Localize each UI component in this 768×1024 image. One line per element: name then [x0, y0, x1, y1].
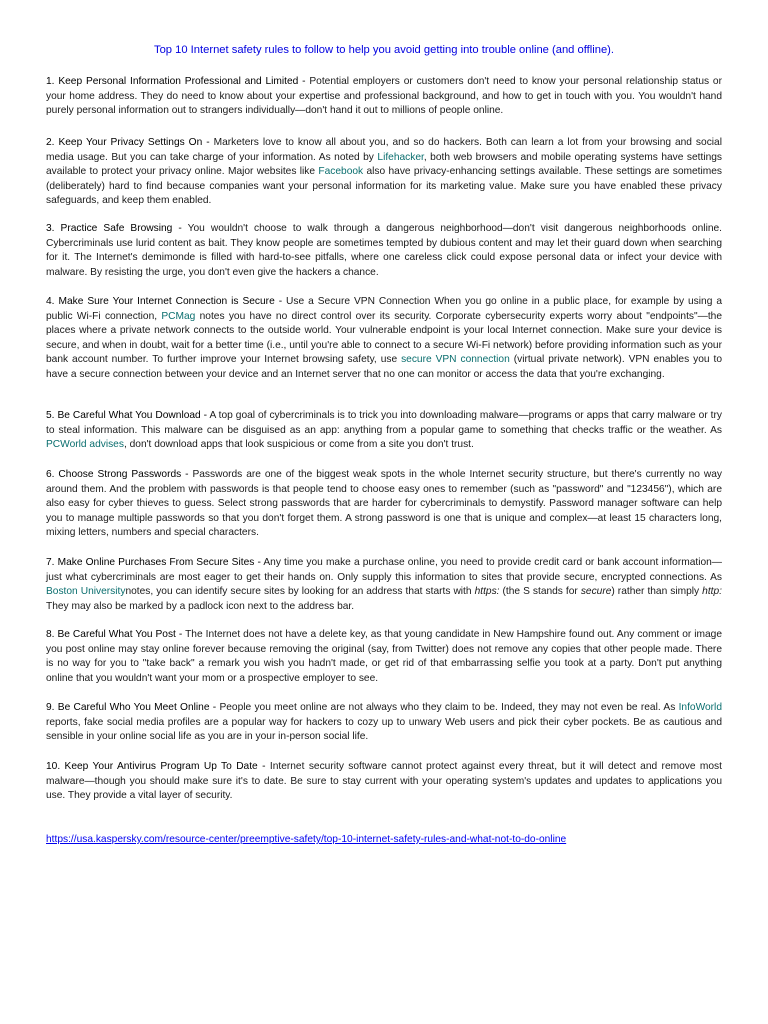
rule-text: Any time you make a purchase online, you need to provide credit card or bank account information—just what cybercriminals are most eager to get their hands on. Only supply this information to sites that provide secure, encrypted connections. As: [46, 557, 722, 583]
rule-heading: 3. Practice Safe Browsing -: [46, 223, 182, 234]
rule-text: Internet security software cannot protect against every threat, but it will detect and remove most malware—though you should make sure it's to date. Be sure to stay current with your operating system's updates and updates to applications you use. They provide a vital layer of security.: [46, 761, 722, 802]
rule-text: secure: [580, 586, 612, 598]
rule-9: [46, 701, 722, 745]
rule-text: Use a Secure VPN Connection When you go online in a public place, for example by using a public Wi-Fi connection,: [46, 296, 722, 322]
rule-text: (the S stands for: [499, 586, 581, 598]
rule-text: Potential employers or customers don't need to know your personal relationship status or your home address. They do need to know about your expertise and professional background, and how to get in touch with you. You wouldn't hand purely personal information out to strangers individually—don't hand it out to millions of people online.: [46, 76, 722, 117]
rule-text: The Internet does not have a delete key, as that young candidate in New Hampshire found out. Any comment or image you post online may stay online forever because removing the original (say, from Twitter) does not remove any copies that other people made. There is no way for you to "take back" a remark you wish you hadn't made, or get rid of that embarrassing selfie you took at a party. Don't put anything online that you wouldn't want your mom or a prospective employer to see.: [46, 629, 723, 684]
rule-text: https:: [474, 586, 500, 598]
rule-heading: 6. Choose Strong Passwords -: [46, 469, 189, 480]
rule-heading: 1. Keep Personal Information Professional and Limited -: [46, 76, 306, 87]
pcworld-link[interactable]: PCWorld advises: [46, 439, 124, 451]
rule-heading: 4. Make Sure Your Internet Connection is Secure -: [46, 296, 283, 307]
rule-6: [46, 468, 722, 541]
rule-text: A top goal of cybercriminals is to trick you into downloading malware—programs or apps that carry malware or try to steal information. This malware can be disguised as an app: anything from a popular game to something that checks traffic or the weather. As: [46, 410, 722, 436]
rule-heading: 2. Keep Your Privacy Settings On -: [46, 137, 210, 148]
rule-text: You wouldn't choose to walk through a dangerous neighborhood—don't visit dangerous neighborhoods online. Cybercriminals use lurid content as bait. They know people are sometimes tempted by dubious content and may let their guard down when searching for it. The Internet's demimonde is filled with hard-to-see pitfalls, where one careless click could expose personal data or infect your device with malware. By resisting the urge, you don't even give the hackers a chance.: [46, 223, 722, 278]
document-title: Top 10 Internet safety rules to follow to help you avoid getting into trouble online (and offline).: [153, 44, 614, 56]
rule-heading: 8. Be Careful What You Post -: [46, 629, 183, 640]
rule-text: ) rather than simply: [611, 586, 703, 598]
source-link[interactable]: https://usa.kaspersky.com/resource-center/preemptive-safety/top-10-internet-safety-rules-and-what-not-to-do-online: [46, 834, 567, 845]
rule-10: [46, 760, 722, 804]
rule-text: notes you have no direct control over its security. Corporate cybersecurity experts worry about "endpoints"—the places where a private network connects to the outside world. Your vulnerable endpoint is your local Internet connection. Make sure your device is secure, and when in doubt, wait for a better time (i.e., until you're able to connect to a secure Wi-Fi network) before providing information such as your bank account number. To further improve your Internet browsing safety, use: [46, 310, 722, 366]
rule-text: Marketers love to know all about you, and so do hackers. Both can learn a lot from your browsing and social media usage. But you can take charge of your information. As noted by: [46, 137, 722, 163]
secure-vpn-link[interactable]: secure VPN connection: [401, 354, 510, 366]
rule-7: [46, 556, 722, 614]
pcmag-link[interactable]: PCMag: [161, 310, 196, 322]
rule-heading: 7. Make Online Purchases From Secure Sites -: [46, 557, 261, 568]
rule-text: , both web browsers and mobile operating systems have settings available to protect your privacy online. Major websites like: [46, 151, 723, 178]
rule-4: [46, 295, 722, 383]
rule-2: [46, 136, 722, 209]
rule-heading: 5. Be Careful What You Download -: [46, 410, 208, 421]
rule-text: http:: [702, 586, 722, 598]
rule-text: They may also be marked by a padlock icon next to the address bar.: [46, 600, 355, 612]
lifehacker-link[interactable]: Lifehacker: [377, 151, 424, 163]
rule-1: [46, 75, 722, 119]
rule-heading: 10. Keep Your Antivirus Program Up To Date -: [46, 761, 266, 772]
rule-text: also have privacy-enhancing settings available. These settings are sometimes (deliberately) hard to find because companies want your personal information for its marketing value. Make sure you have enabled these privacy safeguards, and keep them enabled.: [46, 166, 722, 207]
rule-text: People you meet online are not always who they claim to be. Indeed, they may not even be real. As: [216, 702, 679, 713]
rule-text: , don't download apps that look suspicious or come from a site you don't trust.: [123, 439, 474, 451]
rule-text: Passwords are one of the biggest weak spots in the whole Internet security structure, but there's currently no way around them. And the problem with passwords is that people tend to choose easy ones to remember (such as "password" and "123456"), which are also easy for cyber thieves to guess. Select strong passwords that are harder for cybercriminals to demystify. Password manager software can help you to manage multiple passwords so that you don't forget them. A strong password is one that is unique and complex—at least 15 characters long, mixing letters, numbers and special characters.: [46, 469, 722, 539]
rule-text: (virtual private network). VPN enables you to have a secure connection between your device and an Internet server that no one can monitor or access the data that you're exchanging.: [46, 354, 722, 380]
rule-8: [46, 628, 722, 686]
rule-5: [46, 409, 722, 453]
facebook-link[interactable]: Facebook: [318, 166, 364, 178]
rule-text: reports, fake social media profiles are a popular way for hackers to cozy up to unwary Web users and pick their cyber pockets. Be as cautious and sensible in your online social life as you are in your in-person social life.: [46, 716, 722, 743]
infoworld-link[interactable]: InfoWorld: [678, 702, 722, 713]
rule-3: [46, 222, 722, 280]
rule-text: notes, you can identify secure sites by looking for an address that starts with: [125, 586, 475, 598]
boston-university-link[interactable]: Boston University: [46, 586, 126, 598]
rule-heading: 9. Be Careful Who You Meet Online -: [46, 702, 217, 713]
